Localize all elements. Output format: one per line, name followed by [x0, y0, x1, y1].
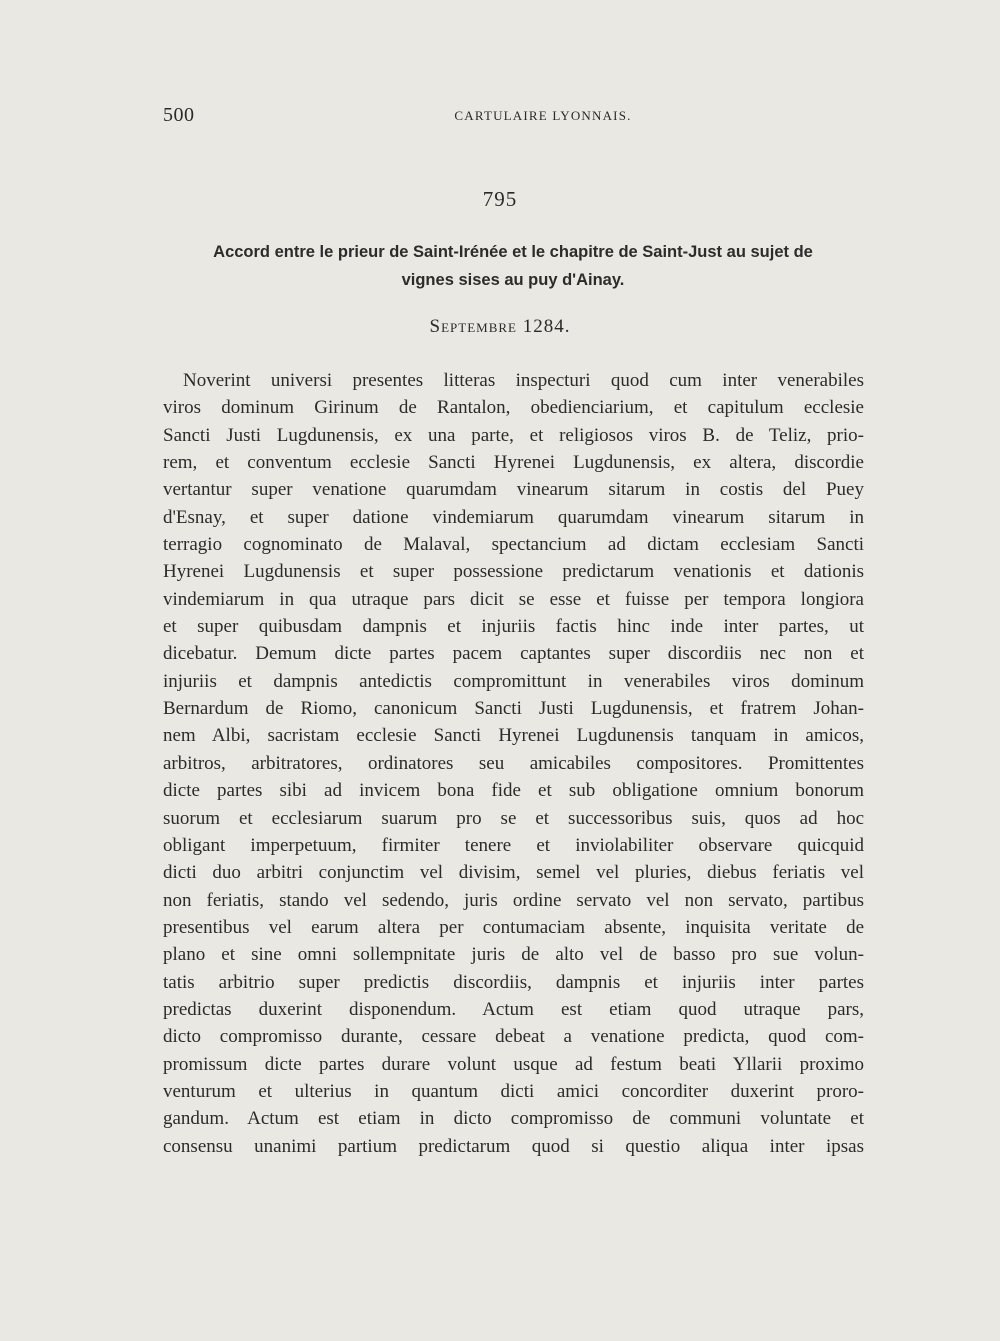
charter-body: [163, 367, 864, 1160]
body-text-line: dicebatur. Demum dicte partes pacem captantes super discordiis nec non et: [163, 643, 864, 665]
body-text-line: Bernardum de Riomo, canonicum Sancti Justi Lugdunensis, et fratrem Johan-: [163, 698, 864, 720]
body-text-line: Sancti Justi Lugdunensis, ex una parte, et religiosos viros B. de Teliz, prio-: [163, 424, 864, 446]
running-title: CARTULAIRE LYONNAIS.: [454, 108, 632, 123]
body-text-line: dicti duo arbitri conjunctim vel divisim, semel vel pluries, diebus feriatis vel: [163, 862, 864, 884]
body-text-line: tatis arbitrio super predictis discordiis, dampnis et injuriis inter partes: [163, 971, 864, 993]
body-text-line: d'Esnay, et super datione vindemiarum quarumdam vinearum sitarum in: [163, 506, 864, 528]
body-text-line: arbitros, arbitratores, ordinatores seu amicabiles compositores. Promittentes: [163, 752, 864, 774]
body-text-line: terragio cognominato de Malaval, spectancium ad dictam ecclesiam Sancti: [163, 534, 864, 556]
body-text-line: promissum dicte partes durare volunt usque ad festum beati Yllarii proximo: [163, 1053, 864, 1075]
body-text-line: et super quibusdam dampnis et injuriis factis hinc inde inter partes, ut: [163, 616, 864, 638]
charter-number: 795: [482, 187, 518, 211]
body-text-line: predictas duxerint disponendum. Actum est etiam quod utraque pars,: [163, 998, 864, 1020]
charter-title-line: Accord entre le prieur de Saint-Irénée et le chapitre de Saint-Just au sujet de: [213, 243, 813, 261]
body-text-line: vertantur super venatione quarumdam vinearum sitarum in costis del Puey: [163, 479, 864, 501]
body-text-line: suorum et ecclesiarum suarum pro se et successoribus suis, quos ad hoc: [163, 807, 864, 829]
page-number: 500: [163, 104, 195, 126]
page-header: [163, 104, 863, 130]
body-text-line: presentibus vel earum altera per contumaciam absente, inquisita veritate de: [163, 916, 864, 938]
body-text-line: dicto compromisso durante, cessare debeat a venatione predicta, quod com-: [163, 1026, 864, 1048]
charter-date: Septembre 1284.: [429, 316, 571, 337]
body-text-line: Noverint universi presentes litteras inspecturi quod cum inter venerabiles: [183, 370, 864, 391]
body-text-line: consensu unanimi partium predictarum quod si questio aliqua inter ipsas: [163, 1135, 864, 1157]
body-text-line: vindemiarum in qua utraque pars dicit se esse et fuisse per tempora longiora: [163, 588, 864, 610]
body-text-line: dicte partes sibi ad invicem bona fide et sub obligatione omnium bonorum: [163, 780, 864, 802]
body-text-line: gandum. Actum est etiam in dicto compromisso de communi voluntate et: [163, 1108, 864, 1130]
body-text-line: non feriatis, stando vel sedendo, juris ordine servato vel non servato, partibus: [163, 889, 864, 911]
body-text-line: injuriis et dampnis antedictis compromittunt in venerabiles viros dominum: [163, 670, 864, 692]
body-text-line: nem Albi, sacristam ecclesie Sancti Hyrenei Lugdunensis tanquam in amicos,: [163, 725, 864, 747]
charter-title: [163, 238, 863, 294]
body-text-line: plano et sine omni sollempnitate juris de alto vel de basso pro sue volun-: [163, 944, 864, 966]
body-text-line: rem, et conventum ecclesie Sancti Hyrenei Lugdunensis, ex altera, discordie: [163, 452, 864, 474]
body-text-line: viros dominum Girinum de Rantalon, obedienciarium, et capitulum ecclesie: [163, 397, 864, 419]
body-text-line: obligant imperpetuum, firmiter tenere et inviolabiliter observare quicquid: [163, 834, 864, 856]
body-text-line: venturum et ulterius in quantum dicti amici concorditer duxerint proro-: [163, 1080, 864, 1102]
body-text-line: Hyrenei Lugdunensis et super possessione predictarum venationis et dationis: [163, 561, 864, 583]
charter-title-line: vignes sises au puy d'Ainay.: [401, 271, 625, 289]
